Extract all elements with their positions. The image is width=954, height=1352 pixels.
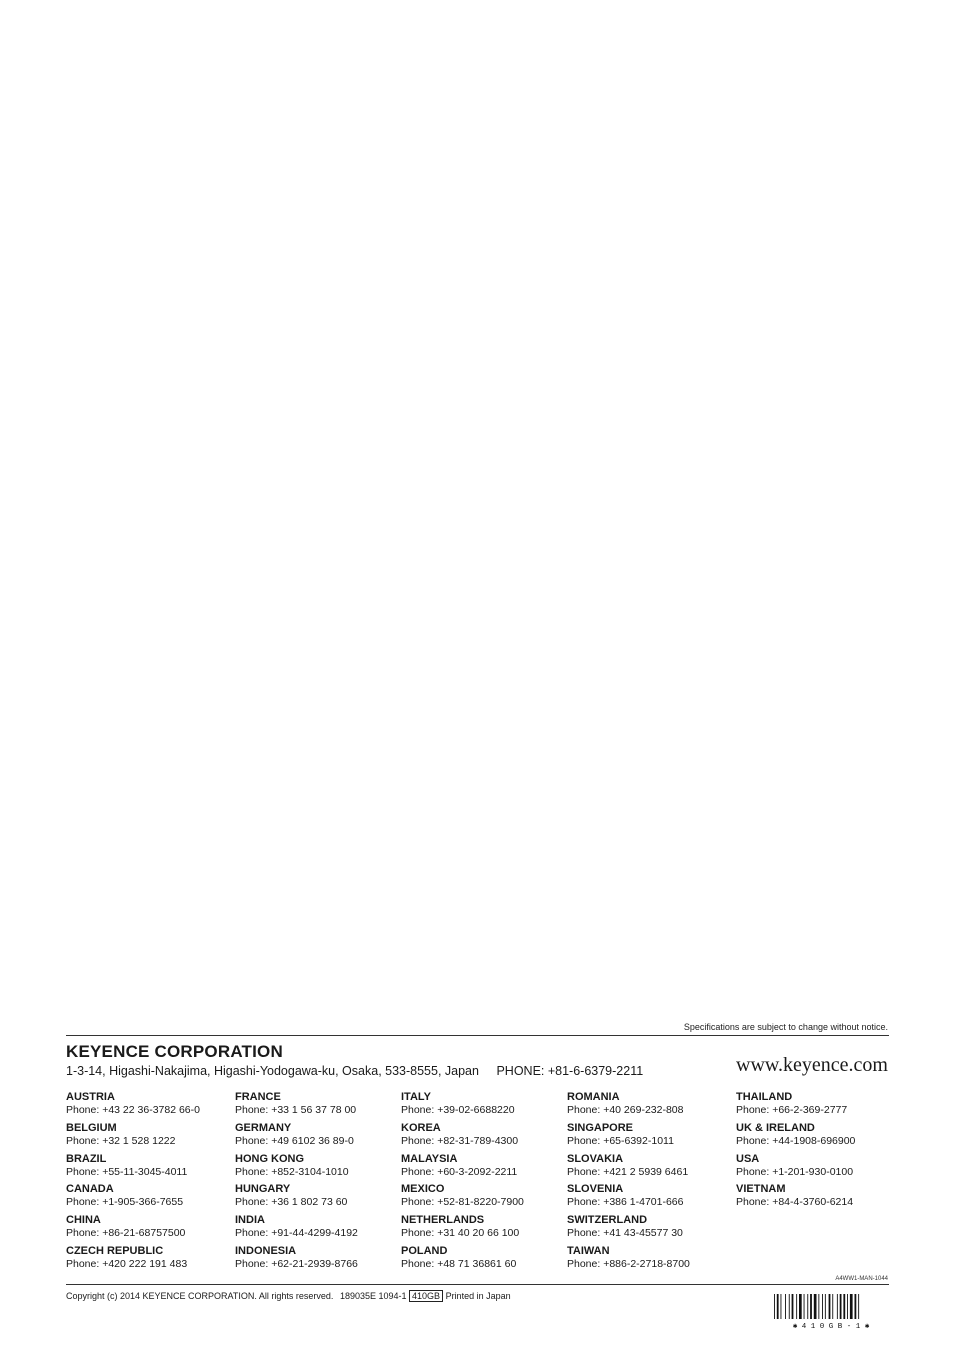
office-country: KOREA [401,1121,441,1134]
office-phone: Phone: +32 1 528 1222 [66,1134,176,1147]
office-country: CHINA [66,1214,101,1227]
office-entry [567,1214,727,1245]
office-phone: Phone: +420 222 191 483 [66,1257,188,1270]
office-phone: Phone: +41 43-45577 30 [567,1227,683,1240]
office-country: MEXICO [401,1183,445,1196]
office-country: BELGIUM [66,1121,117,1134]
top-divider [66,1035,889,1036]
office-entry [235,1153,395,1184]
office-entry [66,1091,226,1122]
office-country: VIETNAM [736,1183,786,1196]
barcode-bar [781,1294,782,1319]
office-country: TAIWAN [567,1244,610,1257]
office-phone: Phone: +82-31-789-4300 [401,1134,519,1147]
office-phone: Phone: +852-3104-1010 [235,1165,349,1178]
office-phone: Phone: +886-2-2718-8700 [567,1257,690,1270]
barcode-bar [840,1294,842,1319]
office-entry [235,1214,395,1245]
office-country: FRANCE [235,1091,281,1103]
office-entry [66,1153,226,1184]
website-link[interactable]: www.keyence.com [736,1054,888,1076]
office-entry [401,1183,561,1214]
document-code: A4WW1-MAN-1044 [835,1276,888,1282]
office-column-5 [736,1091,896,1214]
office-phone: Phone: +39-02-6688220 [401,1104,515,1116]
office-phone: Phone: +86-21-68757500 [66,1227,186,1240]
office-entry [235,1091,395,1122]
office-country: GERMANY [235,1121,292,1134]
office-entry [401,1214,561,1245]
office-phone: Phone: +386 1-4701-666 [567,1196,684,1209]
office-country: BRAZIL [66,1152,107,1165]
corporation-address: 1-3-14, Higashi-Nakajima, Higashi-Yodogawa-ku, Osaka, 533-8555, Japan [66,1064,479,1078]
office-entry [736,1183,896,1214]
office-entry [66,1122,226,1153]
office-country: MALAYSIA [401,1152,458,1165]
barcode-bar [850,1294,853,1319]
barcode-bar [777,1294,779,1319]
office-phone: Phone: +421 2 5939 6461 [567,1165,689,1178]
copyright-line [66,1291,511,1301]
barcode-bar [810,1294,812,1319]
office-phone: Phone: +91-44-4299-4192 [235,1227,358,1240]
office-phone: Phone: +36 1 802 73 60 [235,1196,348,1209]
barcode-bar [832,1294,833,1319]
office-country: THAILAND [736,1091,793,1103]
office-country: CZECH REPUBLIC [66,1244,164,1257]
barcode-bars [774,1294,859,1319]
office-phone: Phone: +40 269-232-808 [567,1104,684,1116]
change-notice: Specifications are subject to change without notice. [683,1022,888,1032]
barcode-icon [773,1294,889,1330]
barcode-bar [825,1294,826,1319]
office-country: POLAND [401,1244,448,1257]
office-entry [401,1245,561,1276]
office-entry [66,1183,226,1214]
office-phone: Phone: +55-11-3045-4011 [66,1165,188,1178]
office-phone: Phone: +1-905-366-7655 [66,1196,184,1209]
barcode-bar [796,1294,797,1319]
barcode-text: ✱ 4 1 0 G B - 1 ✱ [792,1323,870,1330]
office-country: SLOVAKIA [567,1152,624,1165]
office-entry [567,1153,727,1184]
office-country: INDONESIA [235,1244,297,1257]
office-entry [235,1122,395,1153]
office-column-1 [66,1091,226,1276]
barcode-bar [814,1294,817,1319]
office-phone: Phone: +49 6102 36 89-0 [235,1134,354,1147]
barcode-bar [804,1294,805,1319]
corporation-phone: PHONE: +81-6-6379-2211 [496,1064,644,1078]
office-phone: Phone: +65-6392-1011 [567,1134,674,1147]
office-country: INDIA [235,1214,265,1227]
office-entry [235,1183,395,1214]
office-column-2 [235,1091,395,1276]
barcode-bar [799,1294,802,1319]
boxed-code: 410GB [409,1290,443,1302]
office-entry [736,1091,896,1122]
office-country: USA [736,1152,760,1165]
printed-location: Printed in Japan [445,1291,511,1301]
office-phone: Phone: +1-201-930-0100 [736,1165,854,1178]
office-phone: Phone: +44-1908-696900 [736,1134,856,1147]
barcode-bar [792,1294,794,1319]
office-country: HUNGARY [235,1183,291,1196]
bottom-divider [66,1284,889,1285]
office-entry [401,1122,561,1153]
office-column-4 [567,1091,727,1276]
office-phone: Phone: +31 40 20 66 100 [401,1227,520,1240]
office-phone: Phone: +43 22 36-3782 66-0 [66,1104,200,1116]
office-country: ROMANIA [567,1091,620,1103]
office-phone: Phone: +62-21-2939-8766 [235,1257,358,1270]
copyright-text: Copyright (c) 2014 KEYENCE CORPORATION. All rights reserved. [66,1291,334,1301]
office-entry [66,1245,226,1276]
barcode-bar [858,1294,859,1319]
office-country: NETHERLANDS [401,1214,485,1227]
office-entry [235,1245,395,1276]
office-entry [401,1091,561,1122]
office-country: CANADA [66,1183,114,1196]
office-entry [66,1214,226,1245]
office-entry [567,1091,727,1122]
office-phone: Phone: +52-81-8220-7900 [401,1196,524,1209]
office-country: SWITZERLAND [567,1214,648,1227]
barcode-bar [818,1294,819,1319]
office-entry [736,1153,896,1184]
office-country: SLOVENIA [567,1183,624,1196]
office-entry [736,1122,896,1153]
office-phone: Phone: +66-2-369-2777 [736,1104,848,1116]
office-phone: Phone: +60-3-2092-2211 [401,1165,518,1178]
office-entry [567,1122,727,1153]
office-country: HONG KONG [235,1152,305,1165]
barcode-bar [822,1294,823,1319]
office-phone: Phone: +84-4-3760-6214 [736,1196,854,1209]
office-phone: Phone: +48 71 36861 60 [401,1257,517,1270]
office-phone: Phone: +33 1 56 37 78 00 [235,1104,357,1116]
barcode-bar [847,1294,848,1319]
barcode-bar [807,1294,808,1319]
office-country: UK & IRELAND [736,1121,815,1134]
office-country: AUSTRIA [66,1091,115,1103]
office-entry [567,1245,727,1276]
catalog-number: 189035E 1094-1 [339,1291,407,1301]
corporation-address-line [66,1064,643,1078]
office-entry [567,1183,727,1214]
office-entry [401,1153,561,1184]
barcode-bar [843,1294,845,1319]
barcode-bar [855,1294,857,1319]
office-country: ITALY [401,1091,431,1103]
barcode-bar [785,1294,786,1319]
barcode-bar [837,1294,838,1319]
office-column-3 [401,1091,561,1276]
barcode-bar [789,1294,790,1319]
barcode-bar [774,1294,775,1319]
corporation-name: KEYENCE CORPORATION [66,1042,283,1061]
barcode-bar [829,1294,831,1319]
office-country: SINGAPORE [567,1121,634,1134]
